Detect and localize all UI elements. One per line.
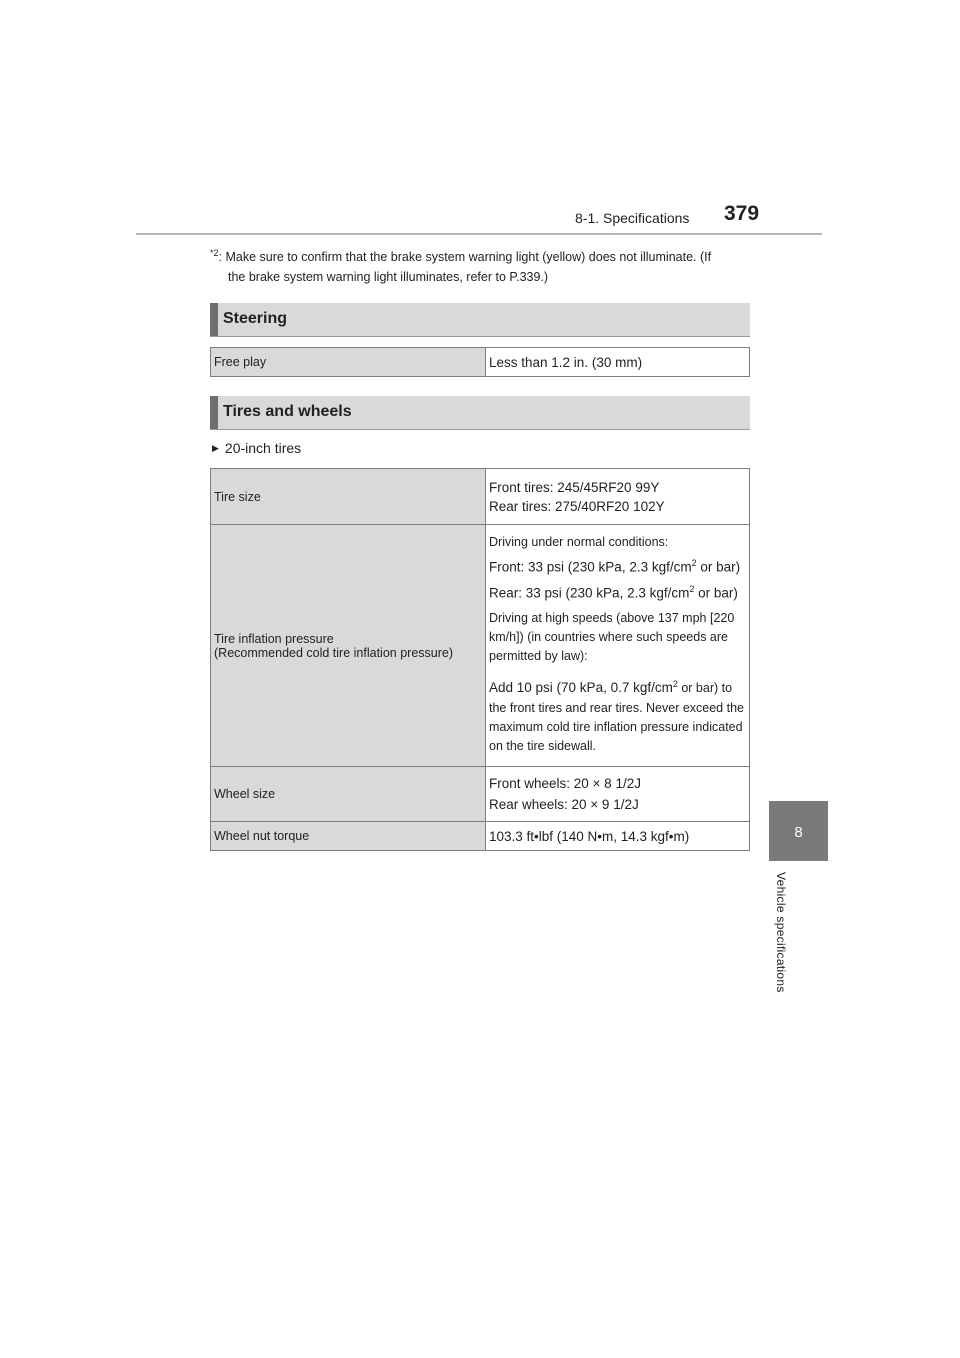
bullet-text: 20-inch tires — [224, 440, 302, 456]
add-pressure-note — [489, 675, 746, 755]
triangle-bullet-icon: ▶ — [212, 443, 219, 453]
pressure-value — [486, 525, 750, 767]
header-divider — [136, 233, 822, 235]
steering-table — [210, 347, 750, 377]
wheel-size-front: Front wheels: 20 × 8 1/2J — [489, 776, 641, 791]
wheel-size-rear: Rear wheels: 20 × 9 1/2J — [489, 797, 639, 812]
front-pressure-tail: or bar) — [696, 559, 741, 575]
pressure-label — [211, 525, 486, 767]
tires-table — [210, 468, 750, 851]
free-play-value: Less than 1.2 in. (30 mm) — [486, 348, 750, 377]
wheel-size-value — [486, 767, 750, 822]
tire-size-value — [486, 469, 750, 525]
add-pressure-text: Add 10 psi (70 kPa, 0.7 kgf/cm — [489, 680, 673, 696]
table-row — [211, 767, 750, 822]
page-number: 379 — [724, 202, 760, 225]
table-row — [211, 822, 750, 851]
tire-size-label: Tire size — [211, 469, 486, 525]
pressure-label-line-2: (Recommended cold tire inflation pressure) — [214, 645, 453, 660]
wheel-size-label: Wheel size — [211, 767, 486, 822]
heading-bar — [210, 396, 218, 429]
rear-pressure-tail: or bar) — [694, 585, 738, 601]
footnote-mark: *2 — [210, 248, 219, 258]
superscript-2: 2 — [689, 583, 695, 594]
front-pressure-text: Front: 33 psi (230 kPa, 2.3 kgf/cm — [489, 559, 692, 575]
table-row — [211, 348, 750, 377]
tires-title: Tires and wheels — [223, 403, 352, 420]
tires-heading — [210, 396, 750, 430]
high-speed-note: Driving at high speeds (above 137 mph [220 km/h]) (in countries where such speeds are permitted by law): — [489, 611, 735, 664]
heading-bar — [210, 303, 218, 336]
rear-pressure-text: Rear: 33 psi (230 kPa, 2.3 kgf/cm — [489, 585, 690, 601]
nut-torque-label: Wheel nut torque — [211, 822, 486, 851]
tire-size-rear: Rear tires: 275/40RF20 102Y — [489, 498, 665, 514]
steering-title: Steering — [223, 310, 288, 327]
normal-heading: Driving under normal conditions: — [489, 535, 669, 550]
table-row — [211, 469, 750, 525]
bullet-20-inch — [212, 440, 301, 456]
rear-pressure — [489, 584, 746, 601]
superscript-2: 2 — [672, 679, 678, 690]
superscript-2: 2 — [691, 558, 697, 569]
nut-torque-value: 103.3 ft•lbf (140 N•m, 14.3 kgf•m) — [486, 822, 750, 851]
add-pressure-tail: or bar) to the front tires and rear tires. Never exceed the maximum cold tire inflation pressure indicated on the tire sidewall. — [489, 681, 744, 753]
footnote-line-1: : Make sure to confirm that the brake system warning light (yellow) does not illuminate. (If — [218, 250, 712, 265]
tire-size-front: Front tires: 245/45RF20 99Y — [489, 479, 660, 495]
table-row — [211, 525, 750, 767]
chapter-number: 8 — [794, 824, 803, 841]
steering-heading — [210, 303, 750, 337]
chapter-label: Vehicle specifications — [774, 872, 788, 993]
front-pressure — [489, 558, 746, 575]
free-play-label: Free play — [211, 348, 486, 377]
footnote — [210, 243, 755, 287]
section-title: 8-1. Specifications — [575, 210, 690, 226]
footnote-line-2: the brake system warning light illuminates, refer to P.339.) — [228, 270, 549, 285]
pressure-label-line-1: Tire inflation pressure — [214, 631, 334, 646]
